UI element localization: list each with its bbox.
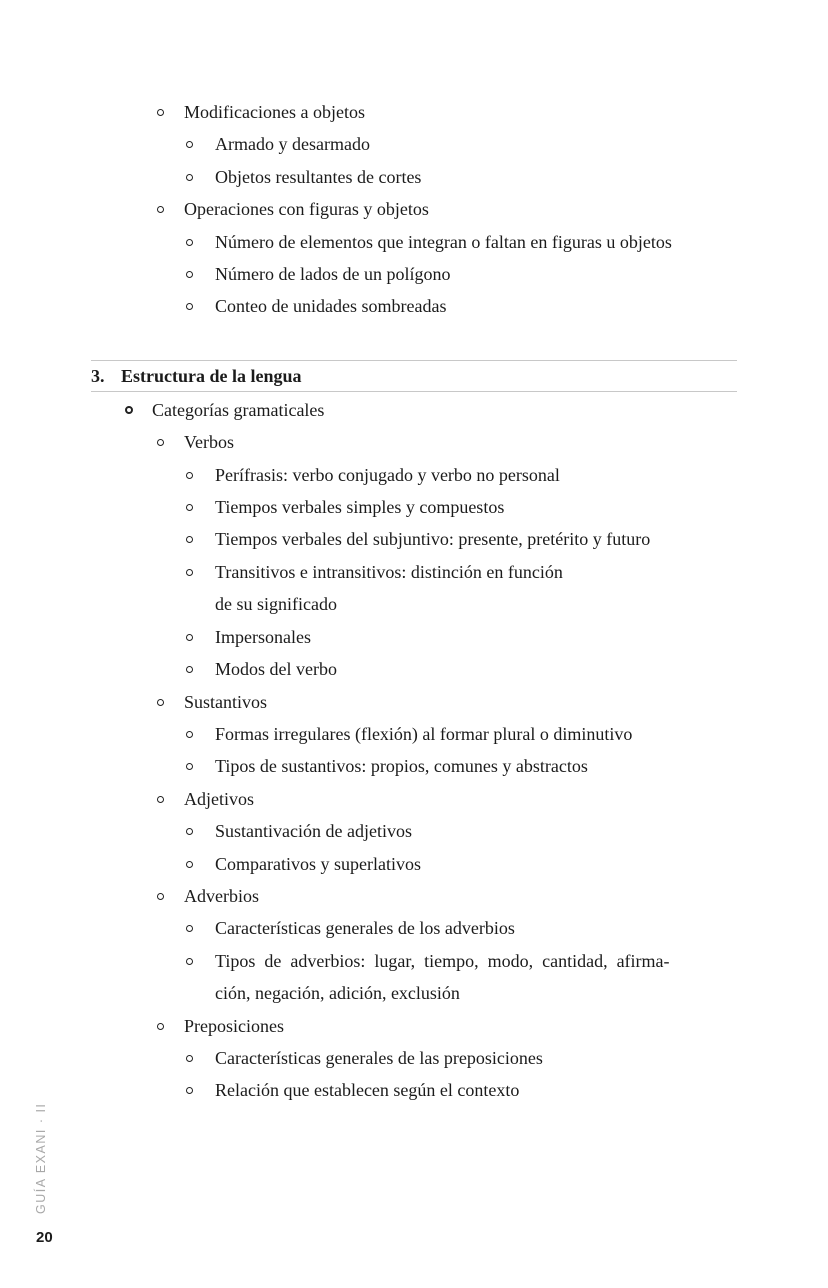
- list-item-text: Verbos: [184, 432, 234, 453]
- list-item: [91, 394, 737, 426]
- bullet-icon: [186, 1087, 193, 1094]
- list-item-text: Objetos resultantes de cortes: [215, 166, 422, 187]
- list-item-text: Tiempos verbales simples y compuestos: [215, 497, 505, 518]
- bullet-icon: [186, 141, 193, 148]
- list-item-text: Adjetivos: [184, 788, 254, 809]
- list-item: [91, 226, 737, 258]
- list-item-text: Transitivos e intransitivos: distinción en función de su significado: [215, 561, 563, 615]
- list-item-text: Tipos de adverbios: lugar, tiempo, modo, cantidad, afirma- ción, negación, adición, exclusión: [215, 950, 670, 1004]
- list-item-text: Comparativos y superlativos: [215, 853, 421, 874]
- list-item-text: Adverbios: [184, 885, 259, 906]
- list-item-text: Formas irregulares (flexión) al formar plural o diminutivo: [215, 723, 633, 744]
- list-item-text: Categorías gramaticales: [152, 399, 325, 420]
- list-item: [91, 750, 737, 782]
- bullet-icon: [186, 666, 193, 673]
- list-item: [91, 523, 737, 555]
- bullet-icon: [186, 958, 193, 965]
- list-item: [91, 96, 737, 128]
- list-item: [91, 718, 737, 750]
- list-item-text: Impersonales: [215, 626, 311, 647]
- list-item: [91, 290, 737, 322]
- section-number: 3.: [91, 365, 105, 386]
- list-item-text: Modos del verbo: [215, 659, 337, 680]
- list-item: [91, 459, 737, 491]
- list-item-text: Perífrasis: verbo conjugado y verbo no personal: [215, 464, 560, 485]
- list-item: [91, 161, 737, 193]
- section-list: [91, 394, 737, 1107]
- bullet-icon: [186, 1055, 193, 1062]
- list-item-text: Preposiciones: [184, 1015, 284, 1036]
- list-item: [91, 783, 737, 815]
- list-item-text: Armado y desarmado: [215, 134, 370, 155]
- page-number: 20: [36, 1229, 53, 1246]
- list-item-text: Sustantivos: [184, 691, 268, 712]
- bullet-icon: [186, 763, 193, 770]
- list-item: [91, 848, 737, 880]
- bullet-icon: [157, 1023, 164, 1030]
- list-item: [91, 686, 737, 718]
- list-item: [91, 128, 737, 160]
- list-item: [91, 1010, 737, 1042]
- list-item: [91, 193, 737, 225]
- list-item: [91, 556, 737, 621]
- list-item-text: Número de lados de un polígono: [215, 264, 451, 285]
- list-item-text: Características generales de los adverbios: [215, 918, 515, 939]
- page-content: [91, 96, 737, 1107]
- bullet-icon: [157, 796, 164, 803]
- list-item-text: Relación que establecen según el contexto: [215, 1080, 520, 1101]
- list-item: [91, 815, 737, 847]
- bullet-icon: [186, 504, 193, 511]
- bullet-icon: [186, 239, 193, 246]
- bullet-icon: [186, 472, 193, 479]
- list-item-text: Conteo de unidades sombreadas: [215, 296, 447, 317]
- list-item-text: Características generales de las preposiciones: [215, 1047, 543, 1068]
- list-item-text: Operaciones con figuras y objetos: [184, 199, 429, 220]
- bullet-icon: [157, 893, 164, 900]
- list-item-text: Número de elementos que integran o faltan en figuras u objetos: [215, 231, 672, 252]
- bullet-icon: [186, 271, 193, 278]
- list-item: [91, 912, 737, 944]
- list-item: [91, 621, 737, 653]
- bullet-icon: [186, 569, 193, 576]
- list-item-text: Sustantivación de adjetivos: [215, 821, 412, 842]
- list-item: [91, 880, 737, 912]
- continuation-list: [91, 96, 737, 323]
- bullet-icon: [186, 925, 193, 932]
- bullet-icon: [186, 174, 193, 181]
- section-heading: [91, 360, 737, 392]
- bullet-icon: [186, 861, 193, 868]
- bullet-icon: [157, 699, 164, 706]
- list-item: [91, 945, 737, 1010]
- list-item: [91, 426, 737, 458]
- list-item: [91, 491, 737, 523]
- list-item: [91, 653, 737, 685]
- list-item: [91, 258, 737, 290]
- bullet-icon: [186, 634, 193, 641]
- list-item-text: Tiempos verbales del subjuntivo: presente, pretérito y futuro: [215, 529, 651, 550]
- side-label: GUÍA EXANI · II: [34, 1102, 48, 1214]
- bullet-icon: [186, 303, 193, 310]
- list-item: [91, 1074, 737, 1106]
- bullet-icon: [157, 439, 164, 446]
- bullet-icon: [186, 828, 193, 835]
- list-item-text: Modificaciones a objetos: [184, 102, 365, 122]
- bullet-icon: [157, 109, 164, 116]
- section-title: Estructura de la lengua: [121, 365, 302, 386]
- bullet-icon: [125, 406, 133, 414]
- bullet-icon: [186, 731, 193, 738]
- list-item-text: Tipos de sustantivos: propios, comunes y abstractos: [215, 756, 588, 777]
- list-item: [91, 1042, 737, 1074]
- bullet-icon: [186, 536, 193, 543]
- bullet-icon: [157, 206, 164, 213]
